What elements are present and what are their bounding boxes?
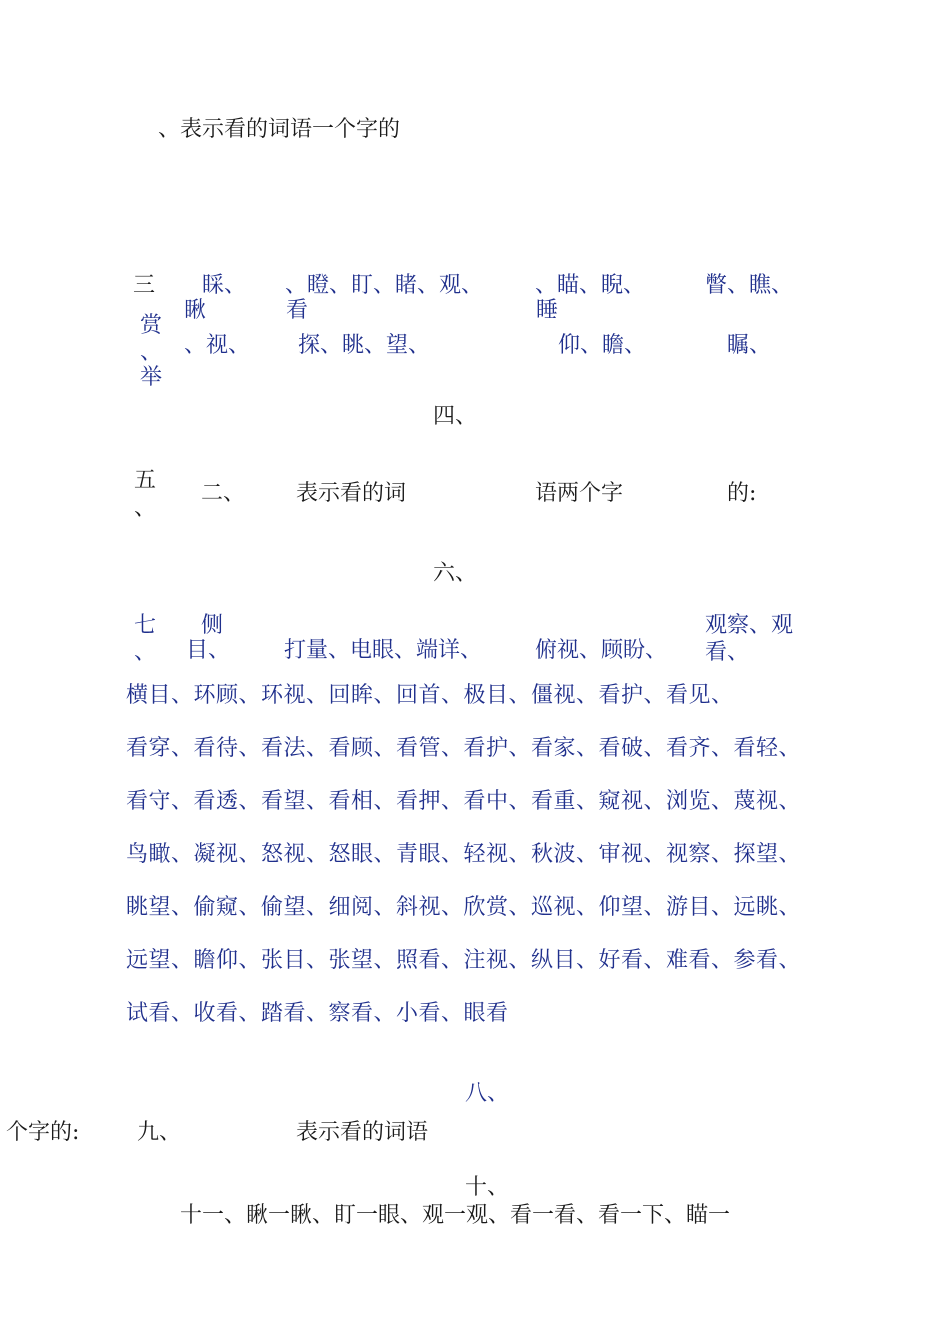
word-cut-3c: 睡 (536, 298, 559, 323)
section-heading-phrases: 表示看的词语 (296, 1120, 429, 1145)
word-list-line: 看穿、看待、看法、看顾、看管、看护、看家、看破、看齐、看轻、 (126, 736, 802, 761)
dash-mark: 、 (134, 496, 157, 521)
section-heading-one-char: 、表示看的词语一个字的 (158, 117, 401, 142)
dash-mark: 、 (134, 640, 157, 665)
section-eleven-line: 十一、瞅一瞅、盯一眼、观一观、看一看、看一下、瞄一 (180, 1203, 731, 1228)
section-number-three: 三 (133, 273, 156, 298)
section-number-six: 六、 (433, 561, 478, 586)
section-heading-part2: 语两个字 (535, 481, 624, 506)
section-number-five: 五 (134, 468, 157, 493)
word-list-line: 眺望、偷窥、偷望、细阅、斜视、欣赏、巡视、仰望、游目、远眺、 (126, 895, 802, 920)
section-number-eight: 八、 (465, 1081, 510, 1106)
word-group-7d-bottom: 看、 (705, 640, 750, 665)
section-heading-part1: 表示看的词 (296, 481, 407, 506)
section-number-seven: 七 (134, 613, 157, 638)
word-group-3a: 睬、 (202, 273, 247, 298)
word-group-3c: 、瞄、睨、 (535, 273, 646, 298)
word-cut-3b: 看 (286, 298, 309, 323)
section-heading-part3: 的: (727, 481, 757, 506)
word-group-3b: 、瞪、盯、睹、观、 (285, 273, 484, 298)
section-number-ten: 十、 (465, 1175, 510, 1200)
word-shang: 赏 (140, 313, 163, 338)
word-group-7d-top: 观察、观 (705, 613, 794, 638)
word-list-line: 试看、收看、踏看、察看、小看、眼看 (126, 1001, 509, 1026)
word-group-7b: 打量、电眼、端详、 (284, 638, 483, 663)
section-number-two: 二、 (201, 481, 246, 506)
word-group-7c: 俯视、顾盼、 (535, 638, 668, 663)
word-list-line: 鸟瞰、凝视、怒视、怒眼、青眼、轻视、秋波、审视、视察、探望、 (126, 842, 802, 867)
word-list-line: 横目、环顾、环视、回眸、回首、极目、僵视、看护、看见、 (126, 683, 734, 708)
word-mu: 目、 (186, 638, 231, 663)
word-group-3f: 探、眺、望、 (298, 333, 431, 358)
section-number-four: 四、 (433, 404, 478, 429)
word-group-3h: 瞩、 (727, 333, 772, 358)
dash-mark: 、 (140, 340, 163, 365)
word-group-3e: 、视、 (184, 333, 251, 358)
word-cut-ju: 举 (140, 365, 163, 390)
word-group-3g: 仰、瞻、 (558, 333, 647, 358)
word-cut-3a: 瞅 (184, 298, 207, 323)
word-group-3d: 瞥、瞧、 (705, 273, 794, 298)
word-ce: 侧 (201, 613, 224, 638)
section-text-fragment: 个字的: (6, 1120, 80, 1145)
word-list-line: 看守、看透、看望、看相、看押、看中、看重、窥视、浏览、蔑视、 (126, 789, 802, 814)
word-list-line: 远望、瞻仰、张目、张望、照看、注视、纵目、好看、难看、参看、 (126, 948, 802, 973)
section-number-nine: 九、 (137, 1120, 182, 1145)
